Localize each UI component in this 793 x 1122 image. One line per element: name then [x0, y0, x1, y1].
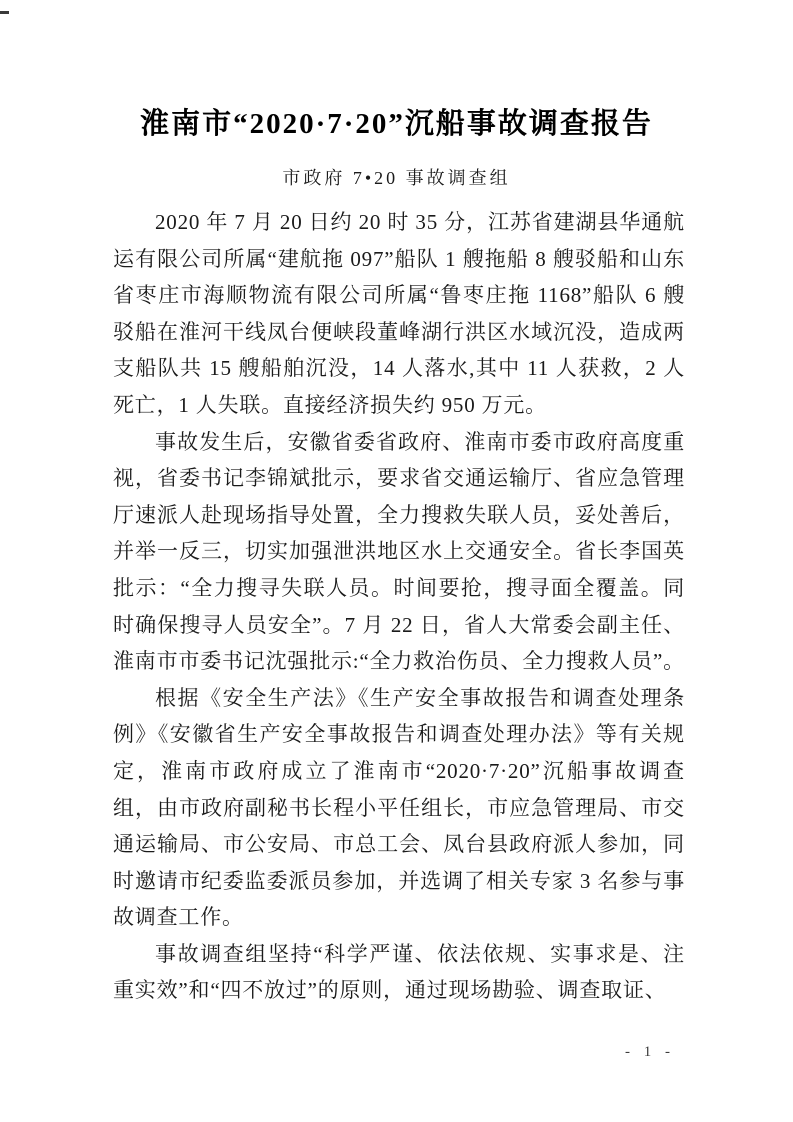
paragraph-overview: 2020 年 7 月 20 日约 20 时 35 分，江苏省建湖县华通航运有限公司所属“建航拖 097”船队 1 艘拖船 8 艘驳船和山东省枣庄市海顺物流有限公司所属“鲁枣庄拖 1168”船队 6 艘驳船在淮河干线凤台便峡段董峰湖行洪区水域沉没，造成两支船队共 15 艘船舶沉没，14 人落水,其中 11 人获救，2 人死亡，1 人失联。直接经济损失约 950 万元。	[113, 210, 685, 417]
paragraph-investigation-team: 根据《安全生产法》《生产安全事故报告和调查处理条例》《安徽省生产安全事故报告和调查处理办法》等有关规定，淮南市政府成立了淮南市“2020·7·20”沉船事故调查组，由市政府副秘书长程小平任组长，市应急管理局、市交通运输局、市公安局、市总工会、凤台县政府派人参加，同时邀请市纪委监委派员参加，并选调了相关专家 3 名参与事故调查工作。	[113, 685, 685, 930]
paragraph-investigation-principles: 事故调查组坚持“科学严谨、依法依规、实事求是、注重实效”和“四不放过”的原则，通过现场勘验、调查取证、	[113, 941, 685, 1003]
scan-edge-artifact	[0, 11, 9, 14]
paragraph-leadership-response: 事故发生后，安徽省委省政府、淮南市委市政府高度重视，省委书记李锦斌批示，要求省交通运输厅、省应急管理厅速派人赴现场指导处置，全力搜救失联人员，妥处善后，并举一反三，切实加强泄洪地区水上交通安全。省长李国英批示：“全力搜寻失联人员。时间要抢，搜寻面全覆盖。同时确保搜寻人员安全”。7 月 22 日，省人大常委会副主任、淮南市市委书记沈强批示:“全力救治伤员、全力搜救人员”。	[113, 429, 685, 674]
page-number: - 1 -	[625, 1044, 675, 1060]
report-author: 市政府 7•20 事故调查组	[282, 168, 511, 188]
report-title: 淮南市“2020·7·20”沉船事故调查报告	[140, 108, 653, 140]
report-body	[113, 204, 685, 1009]
